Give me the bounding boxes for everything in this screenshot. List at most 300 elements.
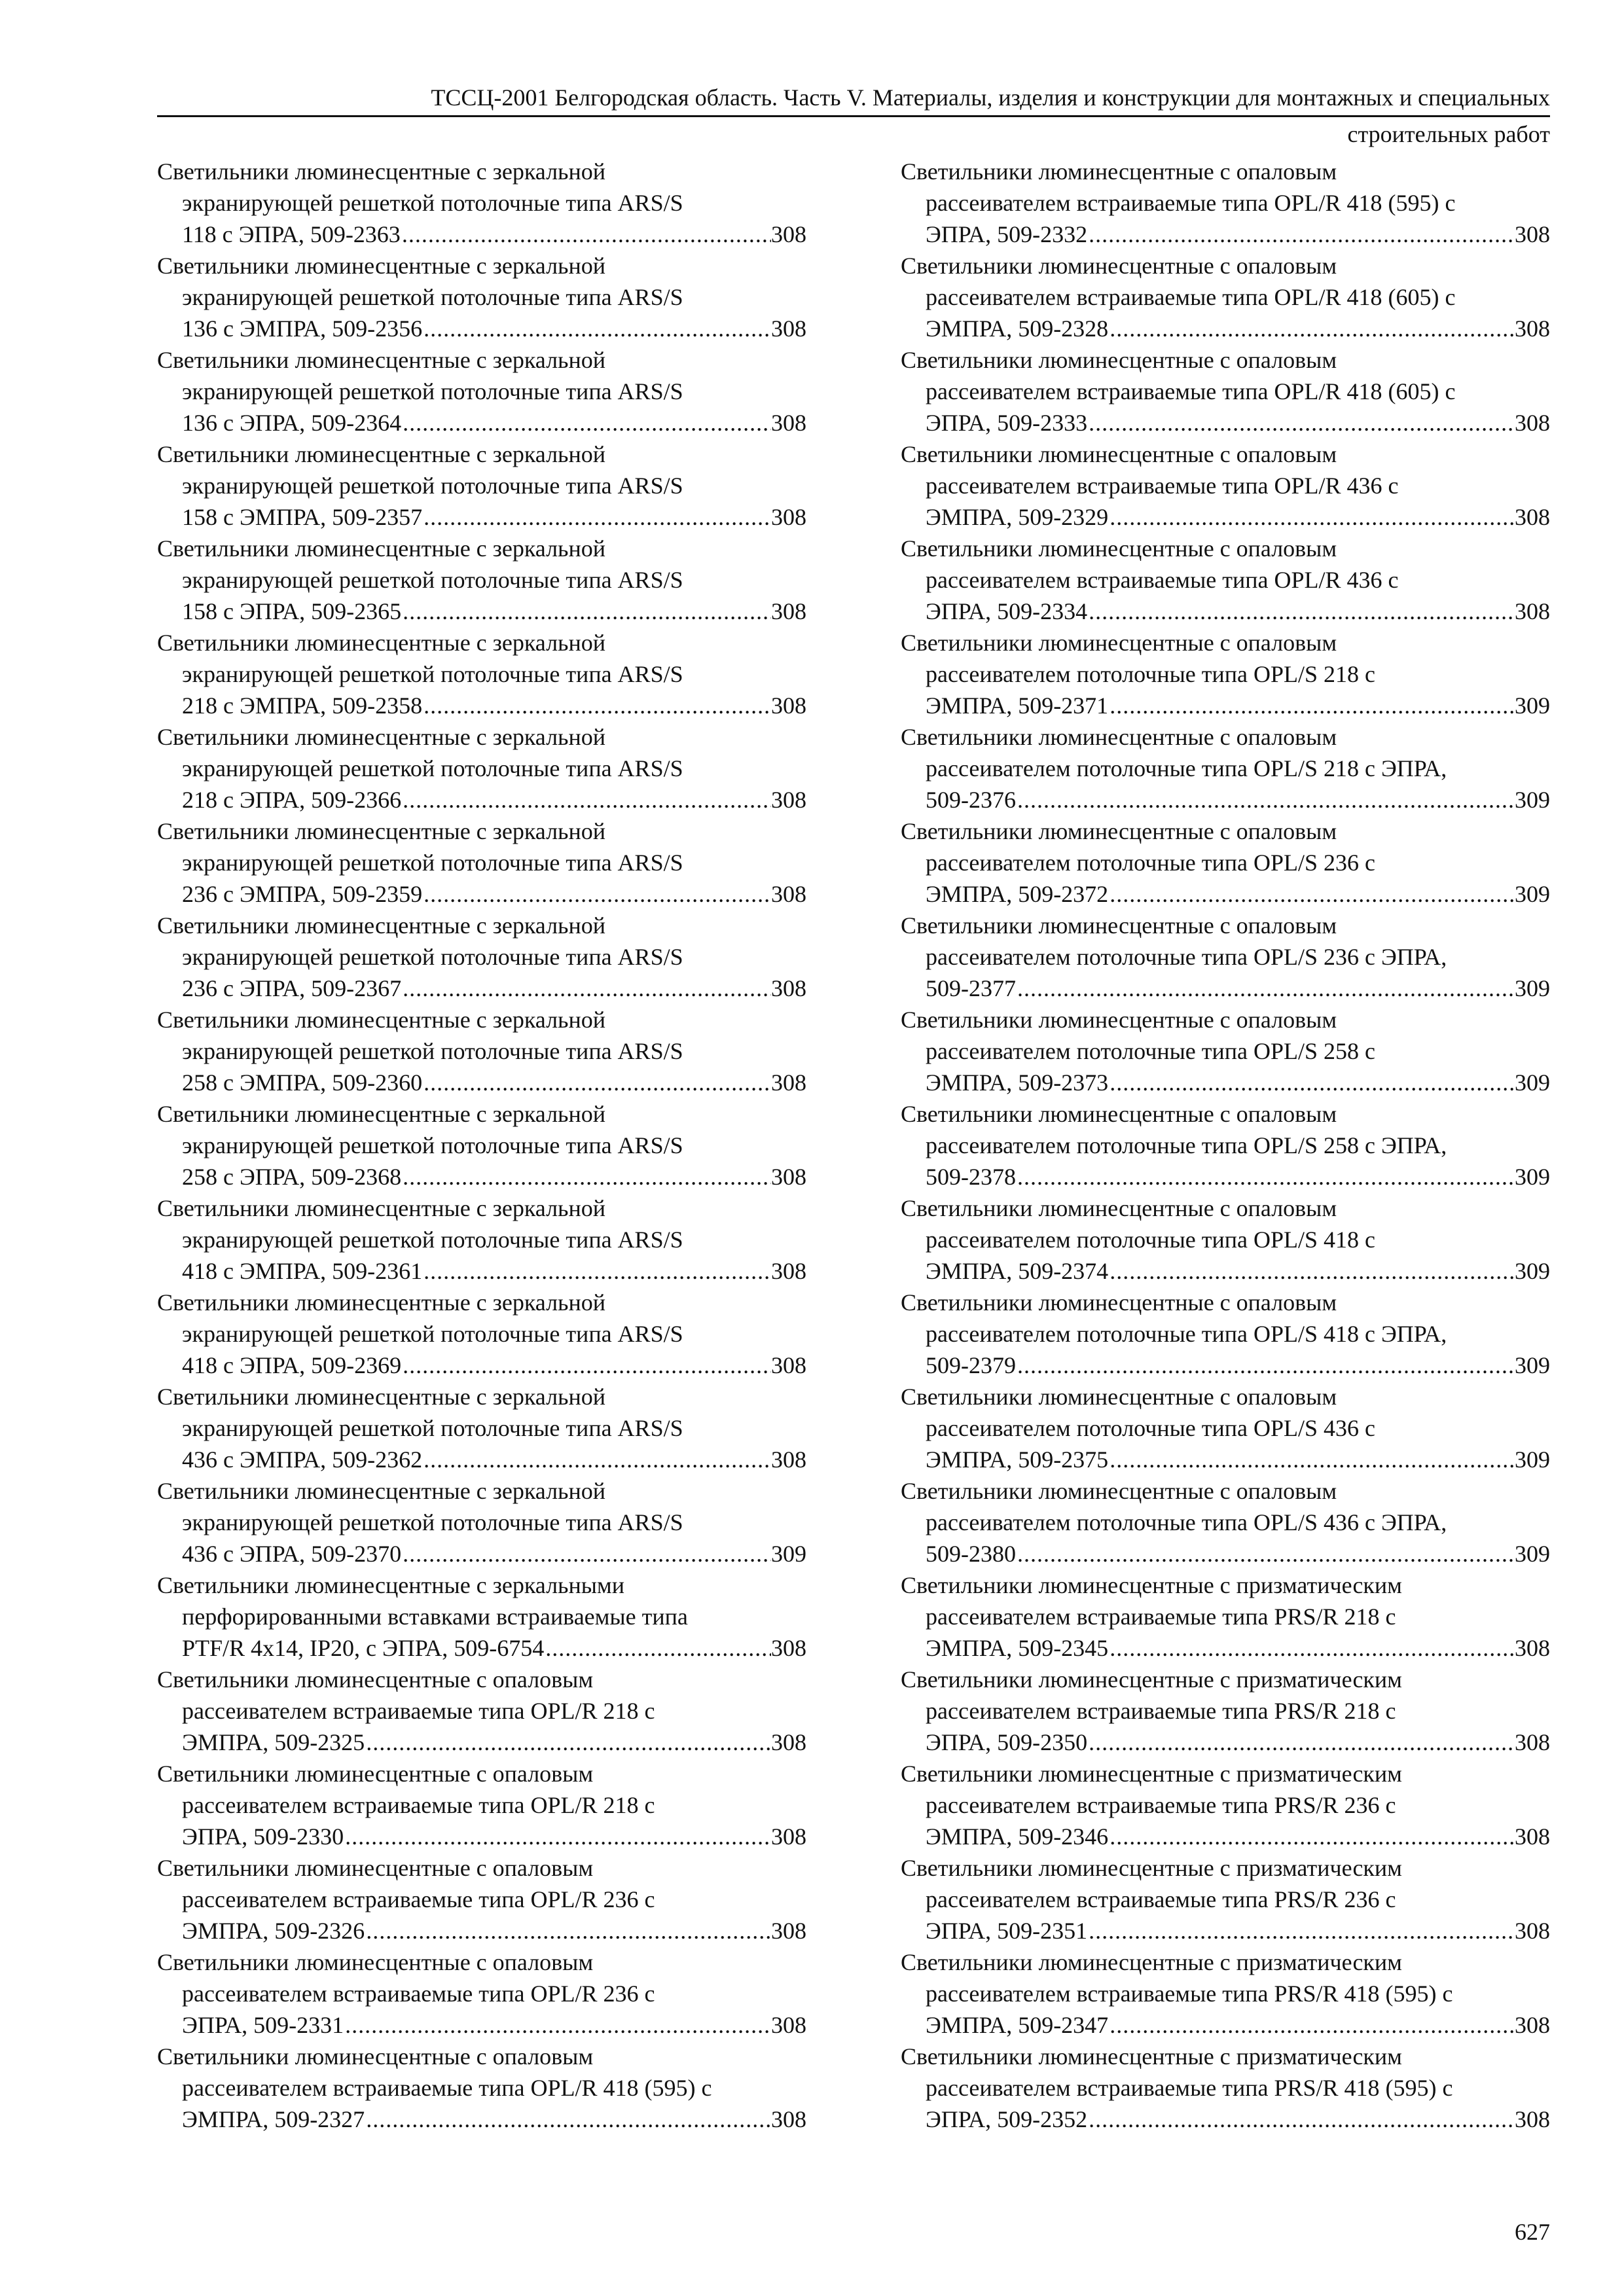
entry-last-line — [157, 1821, 806, 1852]
entry-text-line: Светильники люминесцентные с опаловым — [901, 724, 1337, 750]
entry-last-line — [901, 1444, 1550, 1475]
entry-text-line: экранирующей решеткой потолочные типа ARS/S — [182, 1509, 683, 1535]
entry-last-line — [157, 878, 806, 910]
entry-text-line: Светильники люминесцентные с опаловым — [157, 2043, 594, 2070]
dot-leader — [422, 878, 771, 910]
entry-page-ref: 308 — [771, 2106, 806, 2132]
index-entry — [901, 721, 1550, 816]
entry-text-line: Светильники люминесцентные с зеркальной — [157, 630, 606, 656]
entry-last-line — [901, 1727, 1550, 1758]
entry-text-line: рассеивателем встраиваемые типа PRS/R 236 с — [926, 1792, 1396, 1818]
entry-last-line — [901, 1350, 1550, 1381]
entry-text-line: Светильники люминесцентные с призматическим — [901, 1572, 1402, 1598]
entry-page-ref: 308 — [1515, 221, 1550, 247]
entry-last-line — [901, 2104, 1550, 2135]
entry-text-line: Светильники люминесцентные с опаловым — [901, 535, 1337, 562]
entry-text-line: рассеивателем потолочные типа OPL/S 258 с ЭПРА, — [926, 1132, 1447, 1158]
index-entry — [157, 1193, 806, 1287]
index-entry — [901, 1193, 1550, 1287]
entry-last-line — [157, 1444, 806, 1475]
entry-text-line: рассеивателем встраиваемые типа OPL/R 418 (605) с — [926, 378, 1456, 404]
entry-text-line: рассеивателем встраиваемые типа OPL/R 436 с — [926, 567, 1399, 593]
entry-text-line: Светильники люминесцентные с опаловым — [901, 818, 1337, 844]
entry-text-line: ЭМПРА, 509-2327 — [182, 2106, 365, 2132]
entry-page-ref: 308 — [1515, 1823, 1550, 1850]
index-entry — [157, 533, 806, 627]
entry-page-ref: 309 — [1515, 1069, 1550, 1096]
index-entry — [157, 1381, 806, 1475]
entry-text-line: Светильники люминесцентные с опаловым — [901, 630, 1337, 656]
entry-last-line — [901, 784, 1550, 816]
entry-text-line: Светильники люминесцентные с призматическим — [901, 1855, 1402, 1881]
dot-leader — [1087, 407, 1515, 439]
entry-text-line: 509-2377 — [926, 975, 1016, 1001]
entry-text-line: Светильники люминесцентные с зеркальной — [157, 347, 606, 373]
entry-last-line — [157, 1067, 806, 1098]
entry-text-line: 258 с ЭПРА, 509-2368 — [182, 1164, 402, 1190]
entry-text-line: Светильники люминесцентные с зеркальной — [157, 1478, 606, 1504]
dot-leader — [1108, 1067, 1515, 1098]
entry-text-line: рассеивателем встраиваемые типа PRS/R 218 с — [926, 1698, 1396, 1724]
dot-leader — [1016, 1538, 1515, 1570]
entry-text-line: 418 с ЭМПРА, 509-2361 — [182, 1258, 423, 1284]
entry-text-line: Светильники люминесцентные с опаловым — [901, 1384, 1337, 1410]
entry-text-line: экранирующей решеткой потолочные типа ARS/S — [182, 1321, 683, 1347]
entry-text-line: рассеивателем встраиваемые типа OPL/R 236 с — [182, 1981, 655, 2007]
entry-text-line: ЭПРА, 509-2350 — [926, 1729, 1088, 1755]
entry-last-line — [157, 501, 806, 533]
index-entry — [901, 1570, 1550, 1664]
entry-last-line — [157, 313, 806, 344]
entry-text-line: экранирующей решеткой потолочные типа ARS/S — [182, 190, 683, 216]
entry-text-line: рассеивателем потолочные типа OPL/S 218 с ЭПРА, — [926, 755, 1447, 781]
index-entry — [157, 1570, 806, 1664]
entry-text-line: Светильники люминесцентные с опаловым — [901, 1289, 1337, 1316]
entry-text-line: ЭПРА, 509-2334 — [926, 598, 1088, 624]
entry-text-line: 436 с ЭПРА, 509-2370 — [182, 1541, 402, 1567]
entry-text-line: экранирующей решеткой потолочные типа ARS/S — [182, 944, 683, 970]
entry-last-line — [157, 973, 806, 1004]
dot-leader — [1016, 784, 1515, 816]
dot-leader — [422, 313, 771, 344]
entry-last-line — [901, 1538, 1550, 1570]
entry-page-ref: 309 — [1515, 1446, 1550, 1473]
header-rule — [157, 115, 1550, 117]
entry-text-line: Светильники люминесцентные с опаловым — [901, 912, 1337, 939]
entry-text-line: Светильники люминесцентные с опаловым — [157, 1855, 594, 1881]
entry-last-line — [157, 2009, 806, 2041]
entry-text-line: Светильники люминесцентные с призматическим — [901, 1949, 1402, 1975]
entry-text-line: 158 с ЭМПРА, 509-2357 — [182, 504, 423, 530]
entry-page-ref: 309 — [1515, 1164, 1550, 1190]
entry-text-line: рассеивателем потолочные типа OPL/S 258 с — [926, 1038, 1376, 1064]
entry-text-line: ЭМПРА, 509-2374 — [926, 1258, 1109, 1284]
entry-page-ref: 308 — [771, 1729, 806, 1755]
entry-last-line — [157, 407, 806, 439]
running-header — [157, 81, 1550, 151]
entry-text-line: Светильники люминесцентные с опаловым — [901, 1101, 1337, 1127]
entry-text-line: ЭПРА, 509-2351 — [926, 1918, 1088, 1944]
dot-leader — [401, 973, 771, 1004]
dot-leader — [1108, 501, 1515, 533]
index-entry — [901, 910, 1550, 1004]
index-entry — [901, 250, 1550, 344]
entry-text-line: Светильники люминесцентные с опаловым — [157, 1761, 594, 1787]
dot-leader — [365, 1915, 771, 1946]
entry-text-line: экранирующей решеткой потолочные типа ARS/S — [182, 473, 683, 499]
index-entry — [901, 1004, 1550, 1098]
index-entry — [157, 1098, 806, 1193]
entry-text-line: рассеивателем потолочные типа OPL/S 418 с — [926, 1227, 1376, 1253]
entry-page-ref: 308 — [771, 1164, 806, 1190]
entry-text-line: ЭМПРА, 509-2347 — [926, 2012, 1109, 2038]
entry-text-line: Светильники люминесцентные с зеркальной — [157, 158, 606, 185]
entry-page-ref: 308 — [1515, 410, 1550, 436]
header-title-continuation: строительных работ — [1347, 121, 1550, 147]
entry-text-line: экранирующей решеткой потолочные типа ARS/S — [182, 1038, 683, 1064]
index-entry — [157, 816, 806, 910]
entry-text-line: Светильники люминесцентные с зеркальной — [157, 724, 606, 750]
dot-leader — [1108, 2009, 1515, 2041]
entry-page-ref: 309 — [1515, 1352, 1550, 1378]
entry-text-line: ЭМПРА, 509-2346 — [926, 1823, 1109, 1850]
entry-text-line: рассеивателем встраиваемые типа PRS/R 418 (595) с — [926, 2075, 1453, 2101]
entry-text-line: Светильники люминесцентные с зеркальной — [157, 535, 606, 562]
entry-page-ref: 308 — [771, 2012, 806, 2038]
entry-page-ref: 308 — [771, 1918, 806, 1944]
entry-text-line: экранирующей решеткой потолочные типа ARS/S — [182, 1227, 683, 1253]
dot-leader — [1108, 878, 1515, 910]
entry-page-ref: 308 — [1515, 2106, 1550, 2132]
entry-text-line: Светильники люминесцентные с опаловым — [901, 1007, 1337, 1033]
entry-text-line: экранирующей решеткой потолочные типа ARS/S — [182, 661, 683, 687]
entry-text-line: экранирующей решеткой потолочные типа ARS/S — [182, 755, 683, 781]
entry-last-line — [157, 1915, 806, 1946]
entry-page-ref: 309 — [1515, 1258, 1550, 1284]
entry-text-line: ЭПРА, 509-2330 — [182, 1823, 344, 1850]
entry-text-line: Светильники люминесцентные с зеркальной — [157, 1101, 606, 1127]
dot-leader — [1108, 1255, 1515, 1287]
entry-text-line: рассеивателем встраиваемые типа OPL/R 418 (595) с — [926, 190, 1456, 216]
entry-last-line — [901, 690, 1550, 721]
index-entry — [901, 156, 1550, 250]
entry-text-line: Светильники люминесцентные с зеркальной — [157, 1195, 606, 1221]
entry-last-line — [157, 784, 806, 816]
entry-page-ref: 309 — [771, 1541, 806, 1567]
index-entry — [157, 1287, 806, 1381]
entry-last-line — [901, 1632, 1550, 1664]
index-entry — [157, 439, 806, 533]
entry-last-line — [157, 596, 806, 627]
entry-text-line: рассеивателем встраиваемые типа PRS/R 236 с — [926, 1886, 1396, 1912]
index-entry — [157, 1475, 806, 1570]
dot-leader — [1108, 313, 1515, 344]
entry-text-line: Светильники люминесцентные с опаловым — [901, 441, 1337, 467]
entry-page-ref: 308 — [1515, 2012, 1550, 2038]
entry-last-line — [157, 1350, 806, 1381]
entry-text-line: 218 с ЭМПРА, 509-2358 — [182, 692, 423, 719]
dot-leader — [401, 596, 771, 627]
entry-page-ref: 308 — [771, 787, 806, 813]
index-entry — [901, 533, 1550, 627]
entry-text-line: ЭМПРА, 509-2373 — [926, 1069, 1109, 1096]
entry-text-line: ЭМПРА, 509-2371 — [926, 692, 1109, 719]
entry-last-line — [901, 973, 1550, 1004]
entry-last-line — [901, 501, 1550, 533]
index-entry — [901, 1381, 1550, 1475]
entry-text-line: рассеивателем потолочные типа OPL/S 236 с — [926, 850, 1376, 876]
entry-page-ref: 308 — [1515, 1729, 1550, 1755]
entry-text-line: PTF/R 4x14, IP20, с ЭПРА, 509-6754 — [182, 1635, 545, 1661]
entry-page-ref: 308 — [1515, 504, 1550, 530]
dot-leader — [422, 1067, 771, 1098]
entry-page-ref: 308 — [771, 315, 806, 342]
entry-text-line: 158 с ЭПРА, 509-2365 — [182, 598, 402, 624]
entry-text-line: 509-2376 — [926, 787, 1016, 813]
entry-last-line — [901, 2009, 1550, 2041]
entry-last-line — [901, 1161, 1550, 1193]
entry-text-line: Светильники люминесцентные с призматическим — [901, 1761, 1402, 1787]
entry-last-line — [901, 596, 1550, 627]
dot-leader — [544, 1632, 771, 1664]
dot-leader — [401, 1161, 771, 1193]
entry-text-line: Светильники люминесцентные с опаловым — [901, 1195, 1337, 1221]
entry-text-line: рассеивателем встраиваемые типа OPL/R 218 с — [182, 1698, 655, 1724]
entry-text-line: экранирующей решеткой потолочные типа ARS/S — [182, 284, 683, 310]
entry-page-ref: 308 — [771, 1446, 806, 1473]
dot-leader — [401, 1350, 771, 1381]
entry-page-ref: 309 — [1515, 881, 1550, 907]
entry-page-ref: 308 — [771, 692, 806, 719]
dot-leader — [1108, 1632, 1515, 1664]
dot-leader — [344, 2009, 771, 2041]
entry-text-line: ЭМПРА, 509-2326 — [182, 1918, 365, 1944]
index-entry — [157, 721, 806, 816]
entry-text-line: Светильники люминесцентные с зеркальной — [157, 441, 606, 467]
entry-text-line: Светильники люминесцентные с зеркальной — [157, 1007, 606, 1033]
index-entry — [157, 156, 806, 250]
dot-leader — [422, 1444, 771, 1475]
index-entry — [901, 1098, 1550, 1193]
entry-text-line: рассеивателем встраиваемые типа OPL/R 218 с — [182, 1792, 655, 1818]
entry-text-line: 258 с ЭМПРА, 509-2360 — [182, 1069, 423, 1096]
entry-last-line — [157, 1727, 806, 1758]
entry-last-line — [157, 1538, 806, 1570]
index-entry — [157, 1852, 806, 1946]
entry-page-ref: 308 — [771, 1352, 806, 1378]
entry-text-line: 509-2378 — [926, 1164, 1016, 1190]
entry-page-ref: 309 — [1515, 787, 1550, 813]
entry-text-line: ЭПРА, 509-2332 — [926, 221, 1088, 247]
entry-page-ref: 308 — [771, 1258, 806, 1284]
entry-last-line — [901, 1821, 1550, 1852]
entry-last-line — [157, 1632, 806, 1664]
entry-text-line: рассеивателем потолочные типа OPL/S 436 с — [926, 1415, 1376, 1441]
entry-page-ref: 308 — [771, 598, 806, 624]
entry-page-ref: 308 — [1515, 1918, 1550, 1944]
entry-page-ref: 308 — [1515, 598, 1550, 624]
entry-last-line — [157, 1161, 806, 1193]
index-entry — [901, 1664, 1550, 1758]
entry-last-line — [901, 1067, 1550, 1098]
entry-text-line: 218 с ЭПРА, 509-2366 — [182, 787, 402, 813]
entry-text-line: Светильники люминесцентные с зеркальными — [157, 1572, 624, 1598]
entry-page-ref: 308 — [771, 1069, 806, 1096]
index-entry — [157, 1004, 806, 1098]
entry-text-line: Светильники люминесцентные с зеркальной — [157, 818, 606, 844]
entry-page-ref: 308 — [771, 1823, 806, 1850]
entry-text-line: Светильники люминесцентные с опаловым — [901, 347, 1337, 373]
index-entry — [157, 1946, 806, 2041]
dot-leader — [1087, 1915, 1515, 1946]
entry-text-line: Светильники люминесцентные с зеркальной — [157, 912, 606, 939]
index-entry — [901, 2041, 1550, 2135]
entry-text-line: ЭМПРА, 509-2329 — [926, 504, 1109, 530]
dot-leader — [401, 784, 771, 816]
entry-text-line: рассеивателем встраиваемые типа OPL/R 236 с — [182, 1886, 655, 1912]
entry-text-line: ЭМПРА, 509-2345 — [926, 1635, 1109, 1661]
index-entry — [901, 816, 1550, 910]
entry-page-ref: 308 — [771, 881, 806, 907]
entry-text-line: Светильники люминесцентные с призматическим — [901, 2043, 1402, 2070]
index-entry — [901, 1475, 1550, 1570]
dot-leader — [1087, 596, 1515, 627]
entry-text-line: экранирующей решеткой потолочные типа ARS/S — [182, 850, 683, 876]
entry-page-ref: 308 — [1515, 315, 1550, 342]
entry-text-line: Светильники люминесцентные с опаловым — [901, 253, 1337, 279]
dot-leader — [422, 501, 771, 533]
index-column-left — [157, 156, 806, 2135]
entry-text-line: 136 с ЭМПРА, 509-2356 — [182, 315, 423, 342]
entry-text-line: Светильники люминесцентные с опаловым — [901, 158, 1337, 185]
entry-text-line: рассеивателем потолочные типа OPL/S 236 с ЭПРА, — [926, 944, 1447, 970]
index-entry — [157, 910, 806, 1004]
entry-page-ref: 308 — [771, 975, 806, 1001]
entry-text-line: рассеивателем потолочные типа OPL/S 418 с ЭПРА, — [926, 1321, 1447, 1347]
entry-text-line: 418 с ЭПРА, 509-2369 — [182, 1352, 402, 1378]
entry-text-line: 236 с ЭПРА, 509-2367 — [182, 975, 402, 1001]
dot-leader — [401, 1538, 771, 1570]
index-entry — [157, 1758, 806, 1852]
entry-text-line: рассеивателем встраиваемые типа OPL/R 436 с — [926, 473, 1399, 499]
entry-last-line — [157, 2104, 806, 2135]
dot-leader — [1108, 1444, 1515, 1475]
index-entry — [901, 1852, 1550, 1946]
entry-last-line — [157, 1255, 806, 1287]
index-entry — [157, 627, 806, 721]
entry-text-line: экранирующей решеткой потолочные типа ARS/S — [182, 1415, 683, 1441]
dot-leader — [1016, 973, 1515, 1004]
entry-text-line: Светильники люминесцентные с опаловым — [901, 1478, 1337, 1504]
entry-last-line — [901, 1915, 1550, 1946]
entry-text-line: экранирующей решеткой потолочные типа ARS/S — [182, 1132, 683, 1158]
entry-text-line: перфорированными вставками встраиваемые типа — [182, 1604, 688, 1630]
entry-text-line: рассеивателем потолочные типа OPL/S 218 с — [926, 661, 1376, 687]
entry-text-line: рассеивателем потолочные типа OPL/S 436 с ЭПРА, — [926, 1509, 1447, 1535]
header-title: ТССЦ-2001 Белгородская область. Часть V. Материалы, изделия и конструкции для монтажных и специальных — [431, 84, 1550, 111]
index-entry — [157, 344, 806, 439]
entry-page-ref: 308 — [771, 410, 806, 436]
entry-text-line: ЭМПРА, 509-2328 — [926, 315, 1109, 342]
entry-text-line: 236 с ЭМПРА, 509-2359 — [182, 881, 423, 907]
dot-leader — [1087, 219, 1515, 250]
entry-text-line: 436 с ЭМПРА, 509-2362 — [182, 1446, 423, 1473]
entry-page-ref: 309 — [1515, 692, 1550, 719]
entry-text-line: Светильники люминесцентные с зеркальной — [157, 253, 606, 279]
index-entry — [901, 627, 1550, 721]
entry-text-line: ЭМПРА, 509-2325 — [182, 1729, 365, 1755]
index-entry — [901, 1758, 1550, 1852]
dot-leader — [422, 1255, 771, 1287]
entry-last-line — [901, 219, 1550, 250]
index-entry — [901, 1287, 1550, 1381]
dot-leader — [365, 1727, 771, 1758]
index-entry — [901, 344, 1550, 439]
entry-text-line: 118 с ЭПРА, 509-2363 — [182, 221, 401, 247]
entry-page-ref: 309 — [1515, 1541, 1550, 1567]
page-number: 627 — [1515, 2219, 1550, 2245]
index-entry — [901, 1946, 1550, 2041]
index-entry — [157, 2041, 806, 2135]
dot-leader — [1087, 2104, 1515, 2135]
entry-last-line — [901, 313, 1550, 344]
index-entry — [157, 250, 806, 344]
entry-text-line: 136 с ЭПРА, 509-2364 — [182, 410, 402, 436]
entry-text-line: ЭПРА, 509-2331 — [182, 2012, 344, 2038]
entry-text-line: рассеивателем встраиваемые типа OPL/R 418 (605) с — [926, 284, 1456, 310]
entry-text-line: экранирующей решеткой потолочные типа ARS/S — [182, 567, 683, 593]
dot-leader — [344, 1821, 771, 1852]
dot-leader — [1087, 1727, 1515, 1758]
entry-text-line: 509-2380 — [926, 1541, 1016, 1567]
entry-text-line: рассеивателем встраиваемые типа OPL/R 418 (595) с — [182, 2075, 712, 2101]
dot-leader — [1108, 690, 1515, 721]
entry-text-line: Светильники люминесцентные с зеркальной — [157, 1384, 606, 1410]
entry-page-ref: 308 — [1515, 1635, 1550, 1661]
entry-text-line: экранирующей решеткой потолочные типа ARS/S — [182, 378, 683, 404]
entry-last-line — [901, 1255, 1550, 1287]
entry-text-line: ЭПРА, 509-2352 — [926, 2106, 1088, 2132]
index-column-right — [901, 156, 1550, 2135]
dot-leader — [1016, 1161, 1515, 1193]
entry-text-line: ЭМПРА, 509-2372 — [926, 881, 1109, 907]
entry-last-line — [901, 878, 1550, 910]
dot-leader — [365, 2104, 771, 2135]
entry-text-line: Светильники люминесцентные с опаловым — [157, 1666, 594, 1693]
entry-text-line: Светильники люминесцентные с зеркальной — [157, 1289, 606, 1316]
dot-leader — [1108, 1821, 1515, 1852]
index-entry — [901, 439, 1550, 533]
entry-text-line: Светильники люминесцентные с опаловым — [157, 1949, 594, 1975]
index-entry — [157, 1664, 806, 1758]
entry-last-line — [901, 407, 1550, 439]
dot-leader — [422, 690, 771, 721]
entry-text-line: 509-2379 — [926, 1352, 1016, 1378]
entry-text-line: Светильники люминесцентные с призматическим — [901, 1666, 1402, 1693]
entry-page-ref: 309 — [1515, 975, 1550, 1001]
entry-text-line: ЭМПРА, 509-2375 — [926, 1446, 1109, 1473]
entry-page-ref: 308 — [771, 1635, 806, 1661]
dot-leader — [401, 407, 771, 439]
dot-leader — [1016, 1350, 1515, 1381]
entry-text-line: рассеивателем встраиваемые типа PRS/R 418 (595) с — [926, 1981, 1453, 2007]
entry-last-line — [157, 219, 806, 250]
entry-page-ref: 308 — [771, 504, 806, 530]
entry-text-line: рассеивателем встраиваемые типа PRS/R 218 с — [926, 1604, 1396, 1630]
entry-last-line — [157, 690, 806, 721]
entry-page-ref: 308 — [771, 221, 806, 247]
dot-leader — [401, 219, 771, 250]
